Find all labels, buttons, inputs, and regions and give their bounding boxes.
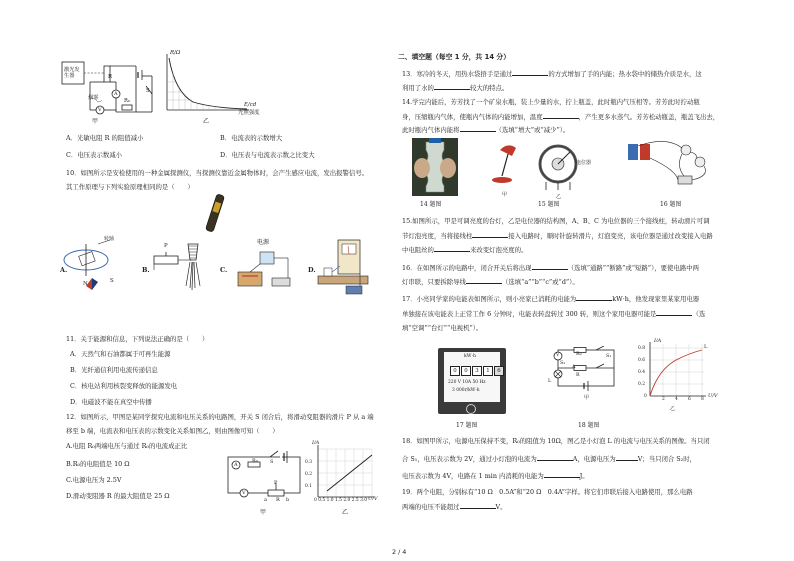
q16-text4: （选填“a”“b”“c”或“d”）。: [501, 278, 579, 286]
q10-option-a-figure: [58, 236, 126, 296]
q16-text1: 16．在如图所示的电路中，闭合开关后将出现: [402, 264, 532, 272]
q9-s-label: S: [146, 88, 150, 94]
meter-dial-icon: [466, 404, 476, 414]
q12-circ-v: V: [242, 490, 246, 496]
fig14-caption: 14 题图: [420, 201, 442, 208]
q12-option-a: A.电阻 R₀两端电压与通过 R₀的电流成正比: [66, 442, 188, 450]
q12-option-b: B.R₀的电阻值是 10 Ω: [66, 460, 130, 468]
q13-blank2[interactable]: [434, 83, 470, 90]
q9-r-label: R: [108, 74, 113, 80]
q18-line2: [402, 454, 696, 463]
q16-blank2[interactable]: [466, 277, 502, 284]
q15-blank2[interactable]: [434, 245, 470, 252]
q10-line2: 其工作原理与下列实验原理相同的是（ ）: [66, 183, 194, 191]
meter-spec-1: 220 V 10A 50 Hz: [448, 380, 486, 385]
q13-text4: 较大的特点。: [469, 84, 509, 92]
q16-text2: （选填“通路”“断路”或“短路”），要使电路中两: [567, 264, 699, 272]
q10-b-label: B.: [142, 266, 150, 274]
fig18-graph-ytick: 0.6: [638, 358, 645, 363]
fig18-circ-s2: S₂: [560, 361, 566, 366]
q17-blank1[interactable]: [576, 294, 612, 301]
fig18-circ-l: L: [548, 379, 552, 384]
right-column: [398, 0, 794, 561]
q10-c-power: 电源: [257, 239, 270, 246]
q11-option-c: C．核电站利用核裂变释放的能源发电: [70, 382, 178, 390]
q18-text2: 合 S₁，电压表示数为 2V，通过小灯泡的电流为: [402, 455, 537, 463]
meter-unit: kW·h: [464, 354, 476, 359]
q12-fig-a-label: 甲: [260, 509, 267, 516]
fig18-graph-ytick: 0.4: [638, 370, 645, 375]
q17-line2: [402, 309, 705, 318]
q9-option-b: B．电流表的示数增大: [220, 134, 283, 142]
q9-fig-b-label: 乙: [203, 118, 210, 125]
q12-graph-ytick1: 0.3: [305, 460, 312, 465]
q15-text5: 来改变灯泡亮度的。: [469, 246, 528, 254]
q12-line1: 12．如图所示，甲图是某同学探究电流和电压关系的电路图，开关 S 闭合后，将滑动变阻器的滑片 P 从 a 端: [66, 413, 374, 421]
q12-circ-s: S: [270, 459, 274, 465]
q9-graph-xlabel: E/cd: [244, 102, 257, 108]
q18-text5: 电压表示数为 4V，电路在 1 min 内消耗的电能为: [402, 472, 544, 480]
meter-spec-2: 3 000r/kW·h: [452, 388, 480, 393]
q15-line1: 15.如图所示，甲是可调亮度的台灯，乙是电位器的结构图，A、B、C 为电位器的三个接线柱，转动滑片可调: [402, 217, 710, 225]
q12-circ-a-end: a: [264, 497, 267, 503]
fig18-circ-s1: S₁: [606, 354, 612, 359]
q12-option-c: C.电源电压为 2.5V: [66, 476, 122, 484]
q9-box-label: 激光发生器: [64, 67, 80, 79]
fig18-graph-ytick: 0.2: [638, 382, 645, 387]
q17-text4: （选: [692, 310, 706, 318]
q17-text3: 单独接在该电能表上正常工作 6 分钟时，电能表转盘转过 300 转，则这个家用电器可能是: [402, 310, 657, 318]
q12-option-d: D.滑动变阻器 R 的最大阻值是 25 Ω: [66, 492, 170, 500]
q14-blank1[interactable]: [543, 112, 579, 119]
q15-blank1[interactable]: [472, 231, 508, 238]
meter-digit: 1: [483, 366, 493, 376]
q10-a-n: N: [83, 281, 88, 287]
q14-blank2[interactable]: [460, 125, 496, 132]
q9-v-label: V: [98, 107, 102, 113]
fig16-circuit: [626, 136, 722, 198]
q13-text1: 13．寒冷的冬天，用热水袋捂手是通过: [402, 70, 513, 78]
q12-graph-ytick3: 0.1: [305, 484, 312, 489]
fig18-label-b: 乙: [670, 406, 676, 412]
fig14-bottle-photo: [412, 138, 458, 196]
q10-a-s: S: [110, 278, 114, 284]
q10-d-label: D.: [308, 266, 316, 274]
q14-text5: （选填“增大”或“减少”）。: [495, 126, 570, 134]
q18-text6: J。: [579, 472, 589, 480]
meter-digit: 6: [494, 366, 504, 376]
q9-r0-label: R₀: [124, 98, 130, 104]
q11-option-b: B．光纤通信利用电流传递信息: [70, 366, 158, 374]
q19-blank1[interactable]: [460, 502, 496, 509]
fig18-circ-r: R: [576, 373, 580, 378]
q12-circ-r0: R₀: [252, 458, 258, 464]
q15-line2: [402, 231, 713, 240]
fig18-graph-xtick: 2: [662, 397, 665, 402]
q12-graph-ytick2: 0.2: [305, 472, 312, 477]
q19-text2: 两端的电压不能超过: [402, 503, 460, 511]
q14-line2: [402, 112, 719, 121]
q9-option-c: C．电压表示数减小: [66, 151, 123, 159]
fig18-graph: [638, 340, 708, 402]
q12-graph-xlabel: U/V: [368, 496, 378, 502]
q10-c-label: C.: [220, 266, 228, 274]
fig18-circ-r0: R₀: [576, 352, 582, 357]
fig15-label-b: 乙: [556, 194, 562, 200]
q16-text3: 灯串联，只要拆除导线: [402, 278, 466, 286]
q16-blank1[interactable]: [532, 263, 568, 270]
q10-option-b-figure: [148, 240, 212, 298]
fig18-graph-xlabel: U/V: [708, 393, 718, 399]
q17-blank2[interactable]: [656, 309, 692, 316]
fig18-graph-xtick: 4: [675, 397, 678, 402]
q11-option-a: A．天然气和石油都属于可再生能源: [70, 350, 171, 358]
q17-text1: 17．小亮同学家的电能表如图所示，则小亮家已消耗的电能为: [402, 295, 577, 303]
fig15-caption: 15 题图: [538, 201, 560, 208]
q13-line2: [402, 83, 508, 92]
q12-circ-p: P: [274, 480, 278, 486]
q13-text3: 利用了水的: [402, 84, 434, 92]
fig17-energy-meter: [438, 348, 506, 414]
section-title-fill-in: 二、填空题（每空 1 分，共 14 分）: [398, 53, 511, 61]
q18-line3: [402, 471, 589, 480]
q12-circ-b-end: b: [286, 497, 290, 503]
meter-digit: 0: [450, 366, 460, 376]
q9-smoke-label: 烟雾: [88, 95, 99, 101]
q13-line1: [402, 69, 702, 78]
fig15-label-c: 电位器: [576, 160, 592, 166]
fig15-label-a: 甲: [502, 192, 508, 198]
q16-line2: [402, 277, 579, 286]
q9-fig-a-label: 甲: [92, 118, 99, 125]
q10-option-d-figure: [312, 236, 374, 298]
q11-option-d: D．电磁波不能在真空中传播: [70, 398, 152, 406]
q14-line1: 14.学完内能后，芳芳找了一个矿泉水瓶，装上少量的水，拧上瓶盖，此时瓶内气压相等。芳芳此时拧动瓶: [402, 98, 700, 106]
q9-option-a: A．光敏电阻 R 的阻值减小: [66, 134, 144, 142]
q15-text4: 中电阻丝的: [402, 246, 434, 254]
meter-digit: 0: [461, 366, 471, 376]
q9-a-label: A: [114, 91, 118, 97]
fig18-circ-a: A: [572, 365, 576, 370]
q13-text2: 的方式增加了手的内能；热水袋中的储热介质是水，这: [548, 70, 702, 78]
fig18-graph-l: L: [704, 344, 708, 350]
q14-text2: 身，压缩瓶内气体，使瓶内气体的内能增加，温度: [402, 113, 543, 121]
fig16-caption: 16 题图: [660, 201, 682, 208]
q17-text2: kW·h，他发现家里某家用电器: [612, 295, 700, 303]
q12-graph-ylabel: I/A: [312, 440, 320, 446]
q14-text4: 此时瓶内气体内能将: [402, 126, 460, 134]
q18-blank2[interactable]: [616, 454, 638, 461]
metal-detector-image: [203, 192, 229, 234]
q9-graph-ylabel: R/Ω: [170, 50, 181, 56]
fig18-graph-xtick: 6: [688, 397, 691, 402]
q12-fig-b-label: 乙: [342, 509, 349, 516]
q16-line1: [402, 263, 699, 272]
q12-line2: 移至 b 端，电流表和电压表的示数变化关系如图乙，则由图像可知（ ）: [66, 427, 279, 435]
q9-graph-figure: [163, 52, 253, 114]
fig17-caption: 17 题图: [456, 422, 478, 429]
q15-text2: 节灯泡亮度，当将接线柱: [402, 232, 473, 240]
q19-line2: [402, 502, 507, 511]
meter-digit: 3: [472, 366, 482, 376]
fig18-label-a: 甲: [584, 395, 590, 401]
q18-blank3[interactable]: [544, 471, 580, 478]
q9-circuit-figure: [60, 52, 160, 122]
q9-graph-xlabel2: 光照强度: [238, 110, 260, 116]
q15-line3: [402, 245, 527, 254]
q11-stem: 11．关于能源和信息，下列说法正确的是（ ）: [66, 335, 209, 343]
q12-graph-figure: [310, 443, 376, 505]
q14-line3: [402, 125, 569, 134]
meter-digits: [450, 366, 504, 376]
q18-text3: A，电源电压为: [572, 455, 616, 463]
q13-blank1[interactable]: [512, 69, 548, 76]
fig18-graph-ylabel: I/A: [654, 338, 662, 344]
q14-text3: ，产生更多水蒸气。芳芳松动瓶盖，瓶盖飞出去，: [578, 113, 720, 121]
q18-line1: 18．如图甲所示，电源电压保持不变，R₀的阻值为 10Ω，图乙是小灯泡 L 的电流与电压关系的图像。当只闭: [402, 437, 710, 445]
fig18-caption: 18 题图: [578, 422, 600, 429]
fig18-graph-xtick: 8: [701, 397, 704, 402]
left-column: [0, 0, 395, 561]
q19-text3: V。: [495, 503, 507, 511]
fig18-graph-ytick: 0: [644, 394, 647, 399]
q10-b-p: P: [164, 243, 168, 249]
q10-a-axis-label: 转轴: [104, 236, 115, 242]
q18-text4: V；当只闭合 S₂时，: [637, 455, 697, 463]
page-number: 2 / 4: [392, 548, 407, 556]
fig18-graph-ytick: 0.8: [638, 346, 645, 351]
q17-line1: [402, 294, 699, 303]
q12-circ-r: R: [276, 497, 280, 503]
q12-graph-xticks: 0 0.5 1.0 1.5 2.0 2.5 3.0: [314, 498, 368, 503]
q12-circ-a: A: [234, 462, 238, 468]
q17-line3: 填“空调”“台灯”“电视机”）。: [402, 324, 483, 332]
fig18-circ-v: V: [556, 353, 560, 358]
q18-blank1[interactable]: [537, 454, 573, 461]
q19-line1: 19．两个电阻，分别标有“10 Ω 0.5A”和“20 Ω 0.4A”字样。将它们串联后接入电路使用，那么电路: [402, 488, 693, 496]
q15-text3: 接入电路时，顺时针旋转滑片，灯泡变亮，该电位器是通过改变接入电路: [508, 232, 713, 240]
q10-line1: 10．如图所示是安检使用的一种金属探测仪，当探测仪靠近金属物体时，会产生感应电流，发出报警信号。: [66, 169, 369, 177]
q9-option-d: D．电压表与电流表示数之比变大: [220, 151, 315, 159]
q10-a-label: A.: [60, 266, 68, 274]
